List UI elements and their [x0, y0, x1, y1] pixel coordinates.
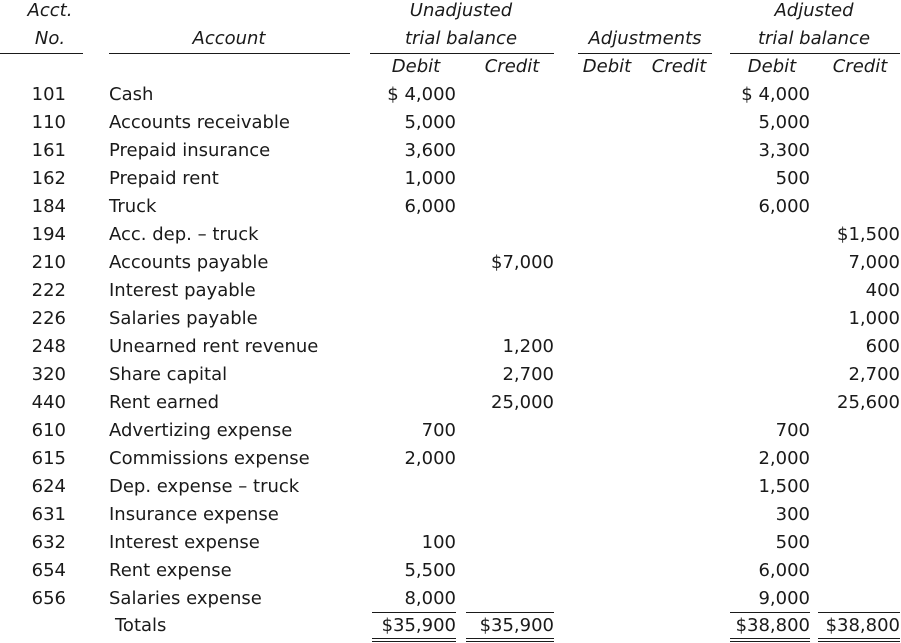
account-name-cell: Prepaid rent — [109, 168, 219, 189]
acct-number-cell: 624 — [31, 476, 66, 497]
account-name-cell: Salaries expense — [109, 588, 262, 609]
adjusted-debit-cell: 500 — [775, 168, 810, 189]
acct-number-cell: 184 — [31, 196, 66, 217]
adjusted-debit-cell: 5,000 — [758, 112, 810, 133]
acct-number-cell: 610 — [31, 420, 66, 441]
adjusted-debit-cell: 9,000 — [758, 588, 810, 609]
acct-number-cell: 654 — [31, 560, 66, 581]
account-name-cell: Rent expense — [109, 560, 232, 581]
account-name-cell: Accounts payable — [109, 252, 269, 273]
adjusted-debit-total-rule — [730, 612, 810, 613]
account-header: Account — [192, 28, 266, 49]
unadjusted-debit-header: Debit — [391, 56, 441, 77]
adjusted-debit-total: $38,800 — [735, 615, 810, 636]
unadjusted-header-line2: trial balance — [404, 28, 518, 49]
unadjusted-credit-cell: 1,200 — [502, 336, 554, 357]
adjusted-credit-header: Credit — [832, 56, 888, 77]
unadjusted-debit-cell: 3,600 — [404, 140, 456, 161]
acct-number-cell: 101 — [31, 84, 66, 105]
unadjusted-debit-cell: 6,000 — [404, 196, 456, 217]
account-name-cell: Prepaid insurance — [109, 140, 271, 161]
unadjusted-credit-cell: $7,000 — [491, 252, 554, 273]
adjusted-debit-cell: 6,000 — [758, 196, 810, 217]
acct-number-cell: 226 — [31, 308, 66, 329]
acct-number-cell: 440 — [31, 392, 66, 413]
adjusted-credit-cell: $1,500 — [837, 224, 900, 245]
adjusted-credit-total: $38,800 — [825, 615, 900, 636]
adjusted-debit-double-rule — [730, 638, 810, 642]
acct-number-cell: 210 — [31, 252, 66, 273]
account-name-cell: Interest expense — [109, 532, 260, 553]
account-name-cell: Truck — [109, 196, 157, 217]
unadjusted-credit-total-rule — [466, 612, 554, 613]
unadjusted-debit-total: $35,900 — [381, 615, 456, 636]
unadjusted-debit-total-rule — [372, 612, 456, 613]
account-name-cell: Insurance expense — [109, 504, 279, 525]
unadjusted-header-line1: Unadjusted — [409, 0, 513, 21]
adjusted-debit-cell: 300 — [775, 504, 810, 525]
acct-number-cell: 632 — [31, 532, 66, 553]
adjusted-credit-total-rule — [818, 612, 900, 613]
account-name-cell: Unearned rent revenue — [109, 336, 319, 357]
acct-no-header-line1: Acct. — [27, 0, 73, 21]
unadjusted-credit-double-rule — [466, 638, 554, 642]
account-name-cell: Acc. dep. – truck — [109, 224, 259, 245]
account-name-cell: Salaries payable — [109, 308, 258, 329]
account-name-cell: Interest payable — [109, 280, 256, 301]
acct-number-cell: 248 — [31, 336, 66, 357]
adjusted-debit-cell: 500 — [775, 532, 810, 553]
adjusted-credit-cell: 400 — [865, 280, 900, 301]
adjustments-header: Adjustments — [588, 28, 702, 49]
adjusted-debit-cell: $ 4,000 — [741, 84, 810, 105]
unadjusted-credit-header: Credit — [484, 56, 540, 77]
unadjusted-credit-total: $35,900 — [479, 615, 554, 636]
unadjusted-debit-cell: $ 4,000 — [387, 84, 456, 105]
account-name-cell: Advertizing expense — [109, 420, 293, 441]
adjusted-debit-cell: 2,000 — [758, 448, 810, 469]
unadjusted-debit-cell: 100 — [421, 532, 456, 553]
adjusted-credit-double-rule — [818, 638, 900, 642]
unadjusted-debit-cell: 700 — [421, 420, 456, 441]
adjustments-debit-header: Debit — [582, 56, 632, 77]
unadjusted-debit-cell: 5,000 — [404, 112, 456, 133]
adjusted-credit-cell: 25,600 — [837, 392, 900, 413]
acct-number-cell: 161 — [31, 140, 66, 161]
totals-label: Totals — [115, 615, 167, 636]
unadjusted-credit-cell: 2,700 — [502, 364, 554, 385]
unadjusted-debit-cell: 1,000 — [404, 168, 456, 189]
unadjusted-debit-cell: 2,000 — [404, 448, 456, 469]
adjusted-debit-header: Debit — [747, 56, 797, 77]
adjusted-debit-cell: 6,000 — [758, 560, 810, 581]
account-name-cell: Commissions expense — [109, 448, 310, 469]
adjusted-debit-cell: 1,500 — [758, 476, 810, 497]
acct-number-cell: 110 — [31, 112, 66, 133]
acct-number-cell: 615 — [31, 448, 66, 469]
adjusted-header-line2: trial balance — [757, 28, 871, 49]
account-name-cell: Rent earned — [109, 392, 220, 413]
adjustments-credit-header: Credit — [651, 56, 707, 77]
acct-number-cell: 162 — [31, 168, 66, 189]
acct-no-header-line2: No. — [34, 28, 66, 49]
account-name-cell: Cash — [109, 84, 154, 105]
unadjusted-debit-cell: 5,500 — [404, 560, 456, 581]
account-name-cell: Dep. expense – truck — [109, 476, 300, 497]
acct-number-cell: 631 — [31, 504, 66, 525]
adjusted-credit-cell: 7,000 — [848, 252, 900, 273]
account-name-cell: Share capital — [109, 364, 228, 385]
adjusted-credit-cell: 1,000 — [848, 308, 900, 329]
acct-number-cell: 222 — [31, 280, 66, 301]
unadjusted-credit-cell: 25,000 — [491, 392, 554, 413]
adjusted-credit-cell: 2,700 — [848, 364, 900, 385]
unadjusted-debit-cell: 8,000 — [404, 588, 456, 609]
acct-number-cell: 656 — [31, 588, 66, 609]
acct-number-cell: 320 — [31, 364, 66, 385]
acct-number-cell: 194 — [31, 224, 66, 245]
adjusted-credit-cell: 600 — [865, 336, 900, 357]
adjusted-debit-cell: 3,300 — [758, 140, 810, 161]
unadjusted-debit-double-rule — [372, 638, 456, 642]
adjusted-debit-cell: 700 — [775, 420, 810, 441]
account-name-cell: Accounts receivable — [109, 112, 291, 133]
adjusted-header-line1: Adjusted — [774, 0, 854, 21]
